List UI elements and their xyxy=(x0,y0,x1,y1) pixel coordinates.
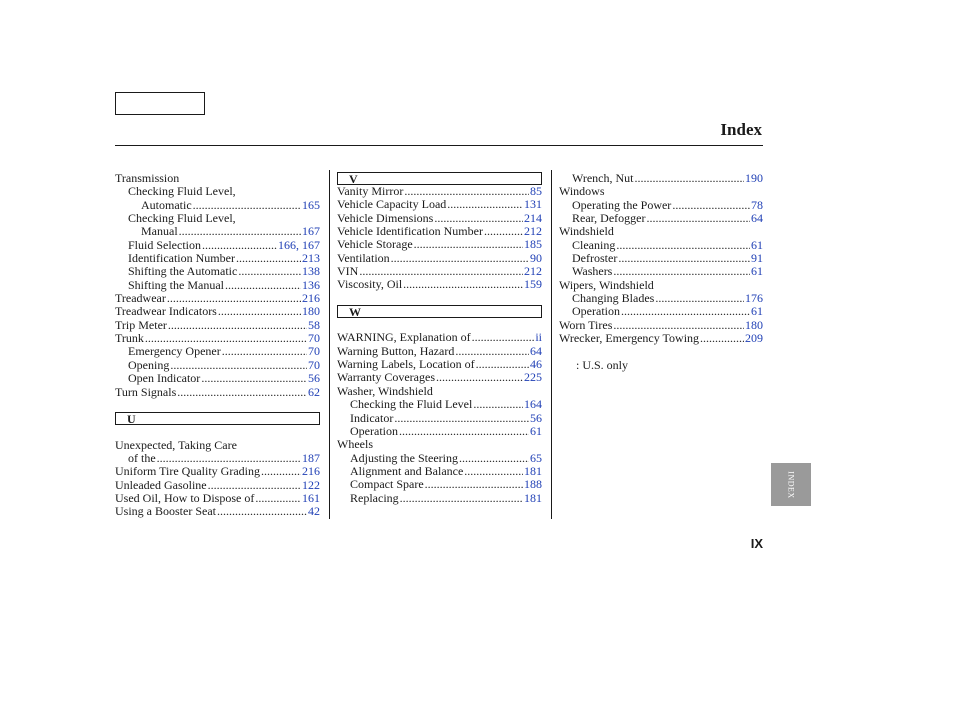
leader-dots xyxy=(434,212,523,225)
section-heading-v: V xyxy=(337,172,542,185)
entry-label: Warning Labels, Location of xyxy=(337,357,475,372)
leader-dots xyxy=(208,479,301,492)
entry-label: Windows xyxy=(559,184,605,199)
index-entry[interactable] xyxy=(115,305,320,318)
leader-dots xyxy=(179,225,301,238)
entry-label: Treadwear Indicators xyxy=(115,304,217,319)
entry-label: Operation xyxy=(572,304,620,319)
entry-label: Shifting the Automatic xyxy=(128,264,238,279)
entry-label: Defroster xyxy=(572,251,618,266)
entry-label: Operating the Power xyxy=(572,197,672,212)
entry-label: Using a Booster Seat xyxy=(115,504,216,519)
leader-dots xyxy=(613,319,744,332)
page-link[interactable]: 185 xyxy=(524,237,542,252)
index-entry xyxy=(559,185,763,198)
index-entry[interactable] xyxy=(115,319,320,332)
leader-dots xyxy=(459,452,529,465)
leader-dots xyxy=(414,238,523,251)
page-link[interactable]: 176 xyxy=(745,291,763,306)
page-link[interactable]: 187 xyxy=(302,450,320,465)
index-entry[interactable] xyxy=(337,265,542,278)
entry-label: Used Oil, How to Dispose of xyxy=(115,490,255,505)
page-link[interactable]: 212 xyxy=(524,264,542,279)
entry-label: Shifting the Manual xyxy=(128,277,224,292)
page-link[interactable]: 122 xyxy=(302,477,320,492)
index-entry[interactable] xyxy=(115,199,320,212)
index-entry[interactable] xyxy=(115,465,320,478)
index-tab-label: INDEX xyxy=(786,470,796,499)
page-link[interactable]: 78 xyxy=(751,197,763,212)
entries-v xyxy=(337,185,542,292)
entry-label: Warning Button, Hazard xyxy=(337,343,455,358)
leader-dots xyxy=(177,386,307,399)
entry-label: Unexpected, Taking Care xyxy=(115,437,237,452)
entry-label: Uniform Tire Quality Grading xyxy=(115,464,260,479)
leader-dots xyxy=(436,371,523,384)
entry-label: WARNING, Explanation of xyxy=(337,330,471,345)
page-link[interactable]: 61 xyxy=(751,304,763,319)
page-link[interactable]: 181 xyxy=(524,463,542,478)
entry-label: Washers xyxy=(572,264,613,279)
entry-label: Vanity Mirror xyxy=(337,184,404,198)
index-entry[interactable] xyxy=(337,278,542,291)
leader-dots xyxy=(201,372,307,385)
entry-label: Checking Fluid Level, xyxy=(128,211,236,226)
entry-label: Automatic xyxy=(141,197,192,212)
entry-label: Identification Number xyxy=(128,251,235,266)
page-link[interactable]: 90 xyxy=(530,250,542,265)
page-link[interactable]: 225 xyxy=(524,370,542,385)
entry-label: Open Indicator xyxy=(128,371,201,386)
entry-label: Unleaded Gasoline xyxy=(115,477,207,492)
entry-label: Checking Fluid Level, xyxy=(128,184,236,199)
entry-label: Manual xyxy=(141,224,178,239)
index-entry[interactable] xyxy=(337,465,542,478)
entry-label: Wrench, Nut xyxy=(572,171,634,185)
page-link[interactable]: 65 xyxy=(530,450,542,465)
entry-label: Changing Blades xyxy=(572,291,655,306)
page-link[interactable]: 131 xyxy=(524,197,542,212)
page-link[interactable]: 64 xyxy=(751,211,763,226)
entry-label: Operation xyxy=(350,423,398,438)
page-link[interactable]: ii xyxy=(535,330,542,345)
entry-label: Turn Signals xyxy=(115,384,177,399)
entry-label: Worn Tires xyxy=(559,317,613,332)
entries-t xyxy=(115,172,320,399)
index-entry xyxy=(559,225,763,238)
index-entry[interactable] xyxy=(115,265,320,278)
page-link[interactable]: 190 xyxy=(745,171,763,185)
index-entry xyxy=(115,212,320,225)
entry-label: Indicator xyxy=(350,410,394,425)
entry-label: Vehicle Dimensions xyxy=(337,210,434,225)
entries-w-continued xyxy=(559,172,763,345)
page-link[interactable]: 42 xyxy=(308,504,320,519)
page-link[interactable]: 161 xyxy=(302,490,320,505)
index-entry[interactable] xyxy=(337,252,542,265)
entry-label: Wipers, Windshield xyxy=(559,277,654,292)
page-link[interactable]: 46 xyxy=(530,357,542,372)
entry-label: Vehicle Storage xyxy=(337,237,413,252)
entry-label: Warranty Coverages xyxy=(337,370,435,385)
index-entry[interactable] xyxy=(115,359,320,372)
leader-dots xyxy=(145,332,307,345)
section-heading-u: U xyxy=(115,412,320,425)
leader-dots xyxy=(472,331,535,344)
index-entry[interactable] xyxy=(559,265,763,278)
leader-dots xyxy=(618,252,750,265)
index-entry xyxy=(115,172,320,185)
index-entry[interactable] xyxy=(337,452,542,465)
page-link[interactable]: 70 xyxy=(308,331,320,346)
leader-dots xyxy=(157,452,301,465)
column-divider xyxy=(551,170,552,519)
column-divider xyxy=(329,170,330,519)
leader-dots xyxy=(672,199,750,212)
page-link[interactable]: 214 xyxy=(524,210,542,225)
leader-dots xyxy=(391,252,529,265)
index-entry[interactable] xyxy=(115,505,320,518)
index-entry[interactable] xyxy=(115,252,320,265)
leader-dots xyxy=(484,225,523,238)
entry-label: Opening xyxy=(128,357,170,372)
index-entry[interactable] xyxy=(559,199,763,212)
index-entry[interactable] xyxy=(115,492,320,505)
index-entry[interactable] xyxy=(115,279,320,292)
leader-dots xyxy=(473,398,523,411)
entry-label: Vehicle Identification Number xyxy=(337,224,483,239)
page-link[interactable]: 91 xyxy=(751,251,763,266)
entry-label: Trunk xyxy=(115,331,144,346)
index-column-3 xyxy=(559,172,763,372)
index-entry[interactable] xyxy=(337,238,542,251)
leader-dots xyxy=(616,239,750,252)
leader-dots xyxy=(464,465,523,478)
entry-label: Cleaning xyxy=(572,237,616,252)
header-box xyxy=(115,92,205,115)
page-link[interactable]: 159 xyxy=(524,277,542,292)
us-only-note: : U.S. only xyxy=(576,357,629,372)
leader-dots xyxy=(193,199,301,212)
page-link[interactable]: 136 xyxy=(302,277,320,292)
index-entry[interactable] xyxy=(115,372,320,385)
page-link[interactable]: 213 xyxy=(302,251,320,266)
page-link[interactable]: 216 xyxy=(302,291,320,306)
index-entry xyxy=(337,385,542,398)
leader-dots xyxy=(236,252,301,265)
entry-label: Viscosity, Oil xyxy=(337,277,403,292)
entry-label: Rear, Defogger xyxy=(572,211,646,226)
leader-dots xyxy=(202,239,277,252)
index-entry[interactable] xyxy=(337,345,542,358)
leader-dots xyxy=(455,345,529,358)
page-number: IX xyxy=(750,536,763,551)
entry-label: Transmission xyxy=(115,171,180,185)
page-link[interactable]: 166, 167 xyxy=(278,237,320,252)
index-entry[interactable] xyxy=(337,398,542,411)
leader-dots xyxy=(238,265,301,278)
entry-label: of the xyxy=(128,450,156,465)
page-link[interactable]: 56 xyxy=(530,410,542,425)
entry-label: Checking the Fluid Level xyxy=(350,397,473,412)
leader-dots xyxy=(217,505,307,518)
index-entry[interactable] xyxy=(115,479,320,492)
page-link[interactable]: 180 xyxy=(302,304,320,319)
page-link[interactable]: 62 xyxy=(308,384,320,399)
entry-label: Washer, Windshield xyxy=(337,383,433,398)
leader-dots xyxy=(621,305,750,318)
index-entry[interactable] xyxy=(559,172,763,185)
entry-label: Treadwear xyxy=(115,291,166,306)
page-link[interactable]: 85 xyxy=(530,184,542,198)
leader-dots xyxy=(222,345,307,358)
index-entry[interactable] xyxy=(337,198,542,211)
leader-dots xyxy=(218,305,301,318)
leader-dots xyxy=(447,198,523,211)
leader-dots xyxy=(700,332,744,345)
leader-dots xyxy=(170,359,307,372)
index-entry[interactable] xyxy=(337,225,542,238)
entry-label: Replacing xyxy=(350,490,399,505)
page-link[interactable]: 209 xyxy=(745,331,763,346)
entries-u xyxy=(115,439,320,519)
leader-dots xyxy=(476,358,529,371)
section-heading-w: W xyxy=(337,305,542,318)
index-entry[interactable] xyxy=(115,225,320,238)
page-link[interactable]: 64 xyxy=(530,343,542,358)
index-entry[interactable] xyxy=(337,371,542,384)
index-entry[interactable] xyxy=(559,305,763,318)
entry-label: Alignment and Balance xyxy=(350,463,464,478)
index-entry xyxy=(337,438,542,451)
page-link[interactable]: 167 xyxy=(302,224,320,239)
index-entry[interactable] xyxy=(337,331,542,344)
index-entry[interactable] xyxy=(115,452,320,465)
index-entry[interactable] xyxy=(559,292,763,305)
index-entry[interactable] xyxy=(115,332,320,345)
index-entry[interactable] xyxy=(337,185,542,198)
page-link[interactable]: 165 xyxy=(302,197,320,212)
entry-label: Wrecker, Emergency Towing xyxy=(559,331,700,346)
index-entry[interactable] xyxy=(337,492,542,505)
entry-label: Compact Spare xyxy=(350,477,424,492)
index-column-2 xyxy=(337,172,542,505)
page-link[interactable]: 216 xyxy=(302,464,320,479)
leader-dots xyxy=(613,265,750,278)
index-entry[interactable] xyxy=(559,332,763,345)
leader-dots xyxy=(404,185,529,198)
index-entry[interactable] xyxy=(559,212,763,225)
page-link[interactable]: 56 xyxy=(308,371,320,386)
leader-dots xyxy=(225,279,301,292)
index-entry xyxy=(115,439,320,452)
index-entry[interactable] xyxy=(337,425,542,438)
index-entry[interactable] xyxy=(559,252,763,265)
index-entry xyxy=(115,185,320,198)
index-entry[interactable] xyxy=(115,292,320,305)
page-link[interactable]: 61 xyxy=(751,237,763,252)
page-link[interactable]: 61 xyxy=(751,264,763,279)
leader-dots xyxy=(394,412,529,425)
entries-w xyxy=(337,331,542,504)
entry-label: Trip Meter xyxy=(115,317,167,332)
page-link[interactable]: 164 xyxy=(524,397,542,412)
page-link[interactable]: 70 xyxy=(308,344,320,359)
index-entry[interactable] xyxy=(115,345,320,358)
leader-dots xyxy=(167,292,301,305)
page-link[interactable]: 180 xyxy=(745,317,763,332)
index-entry[interactable] xyxy=(559,239,763,252)
entry-label: Windshield xyxy=(559,224,614,239)
leader-dots xyxy=(655,292,744,305)
index-entry[interactable] xyxy=(337,212,542,225)
page-link[interactable]: 181 xyxy=(524,490,542,505)
index-entry[interactable] xyxy=(115,239,320,252)
leader-dots xyxy=(635,172,745,185)
page-link[interactable]: 58 xyxy=(308,317,320,332)
leader-dots xyxy=(403,278,523,291)
leader-dots xyxy=(425,478,523,491)
index-entry[interactable] xyxy=(115,386,320,399)
leader-dots xyxy=(399,425,529,438)
entry-label: Wheels xyxy=(337,437,373,452)
title-rule xyxy=(115,145,763,146)
page-link[interactable]: 70 xyxy=(308,357,320,372)
entry-label: Adjusting the Steering xyxy=(350,450,458,465)
index-column-1 xyxy=(115,172,320,519)
leader-dots xyxy=(400,492,523,505)
leader-dots xyxy=(261,465,301,478)
index-entry[interactable] xyxy=(337,412,542,425)
entry-label: Vehicle Capacity Load xyxy=(337,197,447,212)
leader-dots xyxy=(168,319,307,332)
index-entry[interactable] xyxy=(559,319,763,332)
page-link[interactable]: 61 xyxy=(530,423,542,438)
leader-dots xyxy=(255,492,301,505)
index-entry[interactable] xyxy=(337,478,542,491)
entry-label: Ventilation xyxy=(337,250,390,265)
leader-dots xyxy=(646,212,750,225)
index-entry[interactable] xyxy=(337,358,542,371)
entry-label: Fluid Selection xyxy=(128,237,201,252)
index-tab[interactable] xyxy=(771,463,811,506)
page-link[interactable]: 212 xyxy=(524,224,542,239)
leader-dots xyxy=(359,265,523,278)
page-title: Index xyxy=(720,120,762,139)
entry-label: VIN xyxy=(337,264,359,279)
index-entry xyxy=(559,279,763,292)
page-link[interactable]: 188 xyxy=(524,477,542,492)
entry-label: Emergency Opener xyxy=(128,344,221,359)
page-link[interactable]: 138 xyxy=(302,264,320,279)
